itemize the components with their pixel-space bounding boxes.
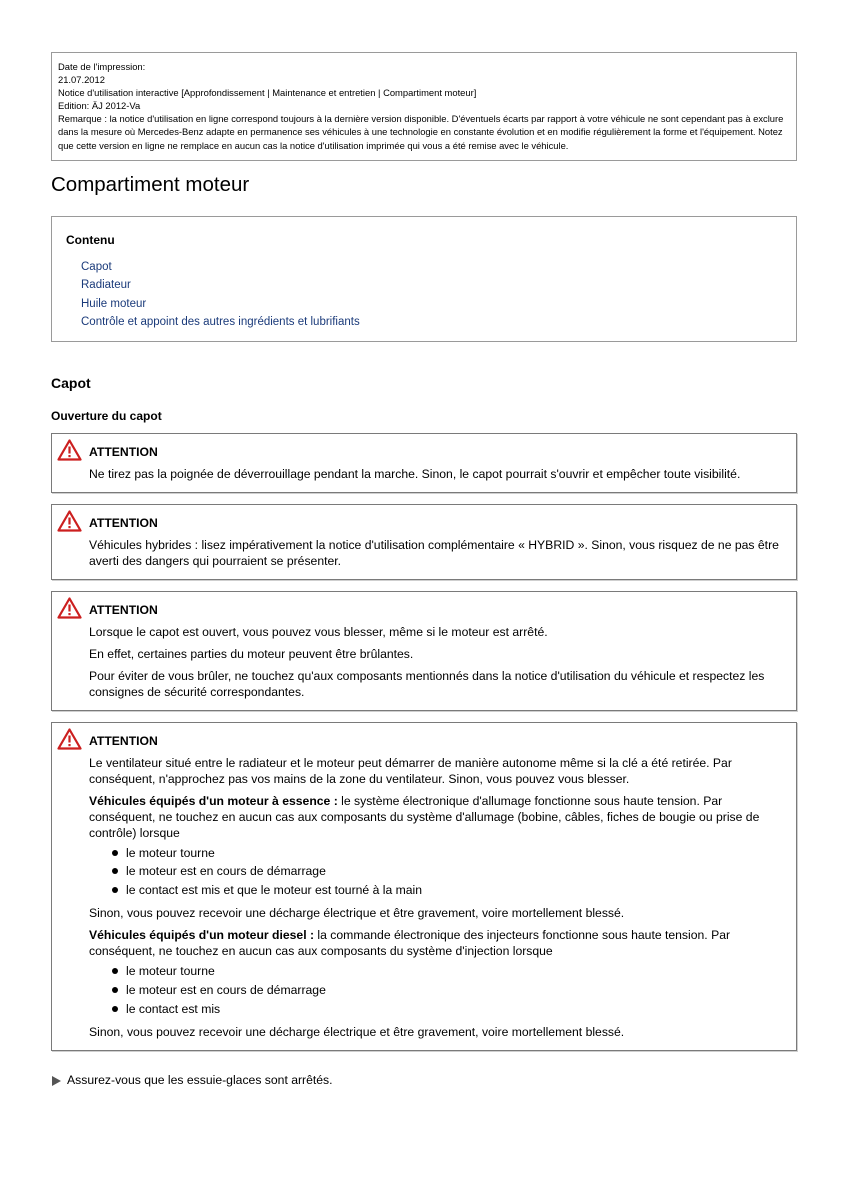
table-of-contents	[51, 216, 797, 342]
document-page	[51, 52, 797, 1088]
diesel-label: Véhicules équipés d'un moteur diesel :	[89, 928, 315, 943]
warning-box	[51, 591, 797, 711]
warning-text-petrol	[89, 793, 782, 841]
list-item: le moteur tourne	[109, 962, 782, 981]
petrol-text: le système électronique d'allumage fonctionne sous haute tension. Par conséquent, ne touchez en aucun cas aux composants du système d'allumage (bobine, câbles, fiches de bougie ou prise de contrôle) lorsque	[89, 793, 760, 840]
toc-item	[81, 276, 782, 295]
toc-list	[66, 258, 782, 332]
list-item: le moteur est en cours de démarrage	[109, 862, 782, 881]
petrol-conditions-list	[89, 844, 782, 900]
warning-text: Sinon, vous pouvez recevoir une décharge électrique et être gravement, voire mortellement blessé.	[89, 1025, 625, 1040]
warning-triangle-icon	[57, 597, 82, 619]
instruction-step	[51, 1072, 797, 1088]
petrol-label: Véhicules équipés d'un moteur à essence :	[89, 793, 338, 808]
section-subtitle: Ouverture du capot	[51, 408, 162, 423]
warning-title: ATTENTION	[89, 602, 158, 617]
warning-text: Le ventilateur situé entre le radiateur et le moteur peut démarrer de manière autonome même si la clé a été retirée. Par conséquent, n'approchez pas vos mains de la zone du ventilateur. Sinon, vous pouvez vous blesser.	[89, 755, 732, 786]
toc-item	[81, 295, 782, 314]
warning-text: Véhicules hybrides : lisez impérativement la notice d'utilisation complémentaire « HYBRID ». Sinon, vous risquez de ne pas être averti des dangers qui pourraient se présenter.	[89, 537, 779, 568]
diesel-text: la commande électronique des injecteurs fonctionne sous haute tension. Par conséquent, ne touchez en aucun cas aux composants du système d'injection lorsque	[89, 928, 731, 959]
warning-title: ATTENTION	[89, 515, 158, 530]
warning-text: Pour éviter de vous brûler, ne touchez qu'aux composants mentionnés dans la notice d'utilisation du véhicule et respectez les consignes de sécurité correspondantes.	[89, 668, 765, 699]
warning-triangle-icon	[57, 728, 82, 750]
list-item: le moteur tourne	[109, 844, 782, 863]
warning-text: En effet, certaines parties du moteur peuvent être brûlantes.	[89, 646, 414, 661]
warning-text: Lorsque le capot est ouvert, vous pouvez vous blesser, même si le moteur est arrêté.	[89, 624, 548, 639]
toc-link-capot[interactable]: Capot	[81, 260, 112, 273]
edition: Edition: ÄJ 2012-Va	[58, 100, 141, 112]
toc-link-huile-moteur[interactable]: Huile moteur	[81, 297, 147, 310]
warning-title: ATTENTION	[89, 733, 158, 748]
breadcrumb: Notice d'utilisation interactive [Approfondissement | Maintenance et entretien | Compartiment moteur]	[58, 87, 477, 99]
list-item: le moteur est en cours de démarrage	[109, 981, 782, 1000]
warning-triangle-icon	[57, 510, 82, 532]
warning-text-diesel	[89, 927, 782, 959]
warning-box	[51, 722, 797, 1052]
toc-link-controle-appoint[interactable]: Contrôle et appoint des autres ingrédients et lubrifiants	[81, 316, 360, 329]
diesel-conditions-list	[89, 962, 782, 1018]
toc-link-radiateur[interactable]: Radiateur	[81, 279, 131, 292]
arrow-right-icon	[52, 1076, 61, 1086]
warning-text: Sinon, vous pouvez recevoir une décharge électrique et être gravement, voire mortellement blessé.	[89, 906, 625, 921]
list-item: le contact est mis	[109, 1000, 782, 1019]
print-date: 21.07.2012	[58, 74, 105, 86]
warning-triangle-icon	[57, 439, 82, 461]
warning-title: ATTENTION	[89, 444, 158, 459]
warning-box	[51, 433, 797, 493]
print-date-label: Date de l'impression:	[58, 61, 146, 72]
section-title: Capot	[51, 374, 91, 391]
remark: Remarque : la notice d'utilisation en ligne correspond toujours à la dernière version disponible. D'éventuels écarts par rapport à votre véhicule ne sont cependant pas à exclure dans la mesure où Mercedes-Benz adapte en permanence ses véhicules à une technologie en constante évolution et en modifie régulièrement la forme et l'équipement. Notez que cette version en ligne ne remplace en aucun cas la notice d'utilisation imprimée qui vous a été remise avec le véhicule.	[58, 113, 784, 151]
page-title: Compartiment moteur	[51, 172, 250, 196]
print-info-box	[51, 52, 797, 161]
warning-box	[51, 504, 797, 580]
toc-item	[81, 313, 782, 332]
toc-title: Contenu	[66, 232, 115, 247]
list-item: le contact est mis et que le moteur est tourné à la main	[109, 881, 782, 900]
step-text: Assurez-vous que les essuie-glaces sont arrêtés.	[67, 1073, 333, 1088]
warning-text: Ne tirez pas la poignée de déverrouillage pendant la marche. Sinon, le capot pourrait s'ouvrir et empêcher toute visibilité.	[89, 466, 741, 481]
toc-item	[81, 258, 782, 277]
